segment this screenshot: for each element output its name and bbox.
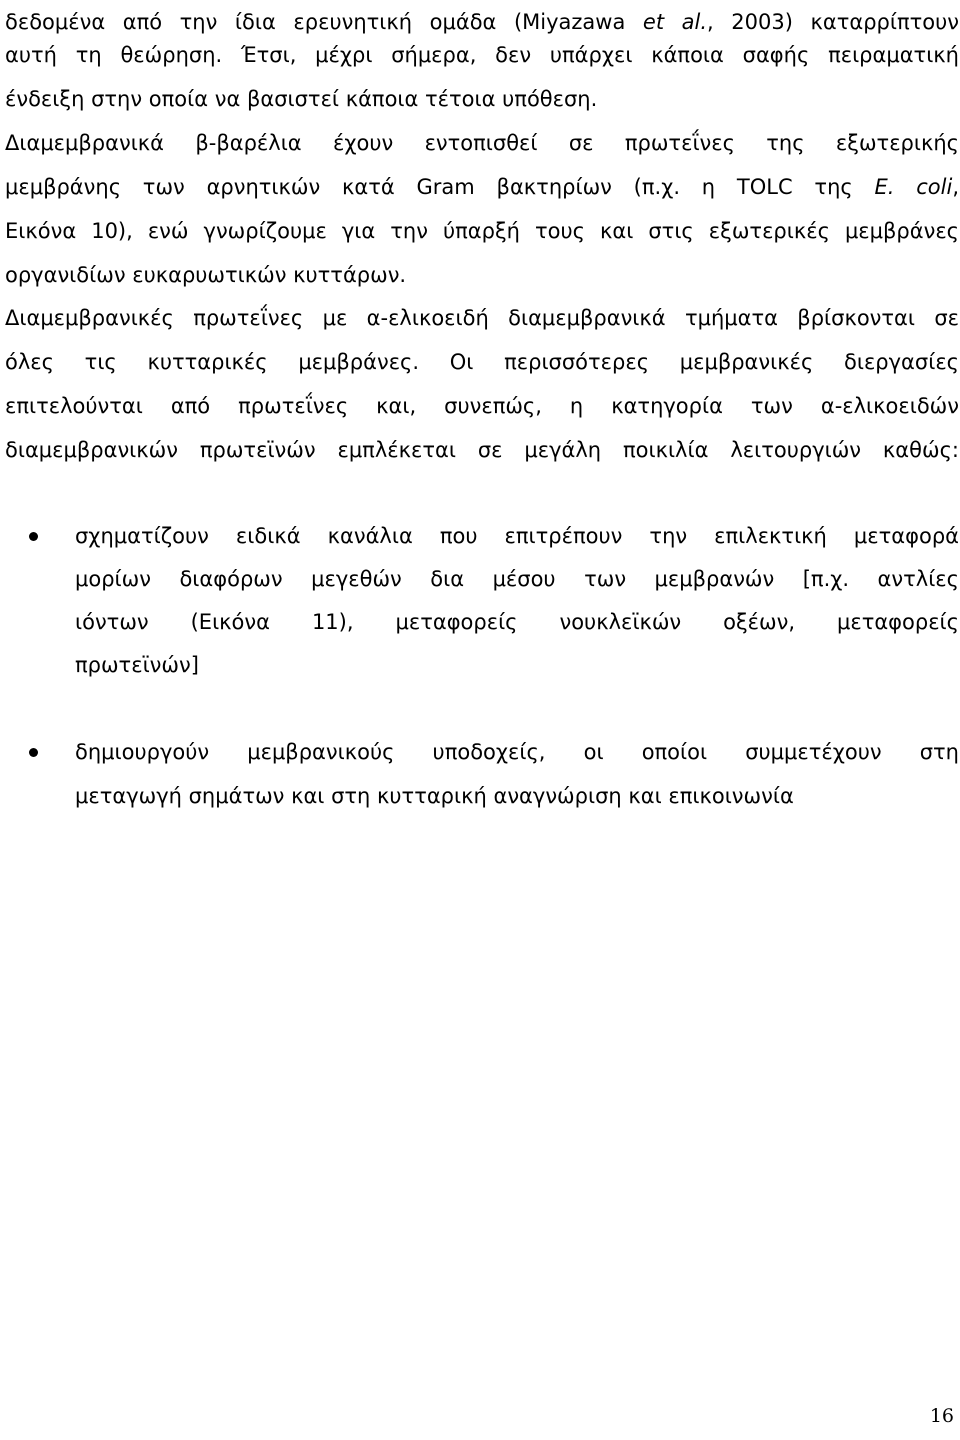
bullet-line: ιόντων (Εικόνα 11), μεταφορείς νουκλεϊκών οξέων, μεταφορείς [75, 610, 959, 634]
bullet-icon [29, 532, 38, 541]
bullet-line: μεταγωγή σημάτων και στη κυτταρική αναγνώριση και επικοινωνία [75, 784, 794, 808]
italic-text: E. coli [874, 175, 953, 199]
paragraph-2-line-2 [5, 165, 959, 209]
paragraph-3-line-3: επιτελούνται από πρωτεΐνες και, συνεπώς, η κατηγορία των α-ελικοειδών [5, 394, 959, 418]
paragraph-3-line-2: όλες τις κυτταρικές μεμβράνες. Οι περισσότερες μεμβρανικές διεργασίες [5, 350, 959, 374]
page-number: 16 [929, 1405, 954, 1427]
bullet-line: πρωτεϊνών] [75, 653, 199, 677]
paragraph-2-line-1: Διαμεμβρανικά β-βαρέλια έχουν εντοπισθεί σε πρωτεΐνες της εξωτερικής [5, 131, 959, 155]
text-segment: , 2003) καταρρίπτουν [707, 10, 959, 34]
paragraph-3-line-1: Διαμεμβρανικές πρωτεΐνες με α-ελικοειδή διαμεμβρανικά τμήματα βρίσκονται σε [5, 306, 959, 330]
paragraph-2-line-4: οργανιδίων ευκαρυωτικών κυττάρων. [5, 263, 407, 287]
italic-text: et al. [642, 10, 708, 34]
bullet-line: μορίων διαφόρων μεγεθών δια μέσου των μεμβρανών [π.χ. αντλίες [75, 567, 959, 591]
paragraph-2-line-3: Εικόνα 10), ενώ γνωρίζουμε για την ύπαρξή τους και στις εξωτερικές μεμβράνες [5, 219, 959, 243]
bullet-icon [29, 748, 38, 757]
text-segment: δεδομένα από την ίδια ερευνητική ομάδα (Miyazawa [5, 10, 643, 34]
paragraph-1-line-3: ένδειξη στην οποία να βασιστεί κάποια τέτοια υπόθεση. [5, 87, 598, 111]
text-segment: μεμβράνης των αρνητικών κατά Gram βακτηρίων (π.χ. η TOLC της [5, 175, 875, 199]
text-segment: , [952, 175, 960, 199]
paragraph-3-line-4: διαμεμβρανικών πρωτεϊνών εμπλέκεται σε μεγάλη ποικιλία λειτουργιών καθώς: [5, 438, 959, 462]
bullet-line: δημιουργούν μεμβρανικούς υποδοχείς, οι οποίοι συμμετέχουν στη [75, 740, 959, 764]
bullet-line: σχηματίζουν ειδικά κανάλια που επιτρέπουν την επιλεκτική μεταφορά [75, 524, 959, 548]
paragraph-1-line-2: αυτή τη θεώρηση. Έτσι, μέχρι σήμερα, δεν υπάρχει κάποια σαφής πειραματική [5, 43, 959, 67]
